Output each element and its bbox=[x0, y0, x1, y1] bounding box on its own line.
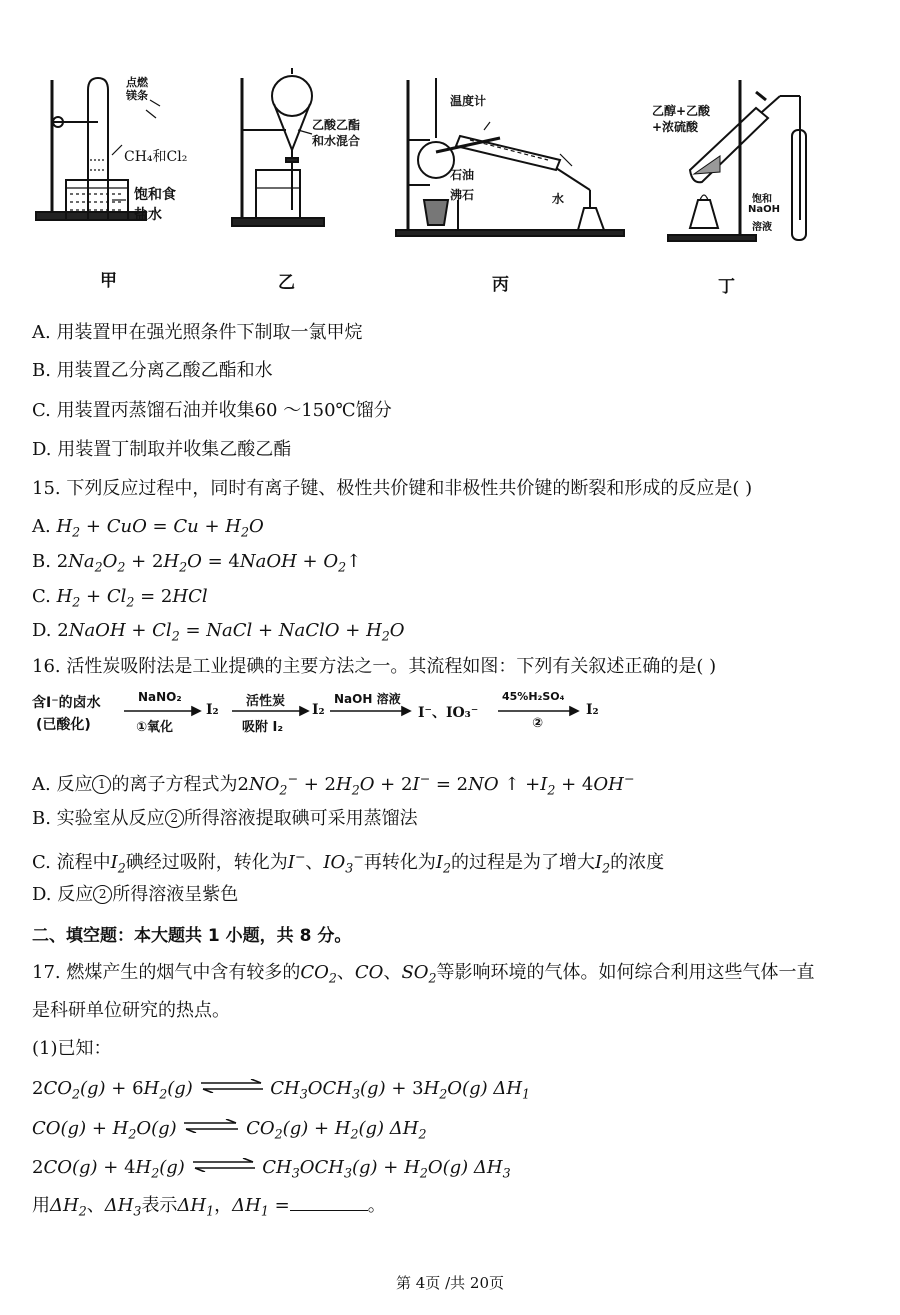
bing-label-thermometer: 温度计 bbox=[450, 94, 487, 108]
bing-label-oil: 石油 bbox=[450, 168, 475, 182]
q17-dh1: $\Delta H_1$ bbox=[177, 1195, 215, 1219]
q17-dh3: $\Delta H_3$ bbox=[104, 1195, 142, 1219]
q17-ask-e: = bbox=[274, 1195, 290, 1216]
q16-option-c-f: 的浓度 bbox=[610, 852, 665, 873]
q15-option-b-equation: $2Na_2O_2 + 2H_2O$ = 4NaOH + $O_2↑$ bbox=[56, 551, 362, 575]
ding-label-2: +浓硫酸 bbox=[652, 120, 699, 134]
q16-option-c-e: 的过程是为了增大 bbox=[451, 852, 595, 873]
q17-part1: (1)已知： bbox=[32, 1038, 112, 1059]
q16-option-c-b: 碘经过吸附，转化为 bbox=[125, 852, 288, 873]
q15-option-d bbox=[32, 620, 405, 648]
flow-step2-top: 活性炭 bbox=[246, 694, 286, 709]
flow-start-line2: (已酸化) bbox=[36, 717, 91, 733]
q16-option-a-prefix: A. 反应 bbox=[32, 774, 93, 795]
flow-step4-bottom: ② bbox=[532, 716, 544, 731]
q15-option-c-label: C. bbox=[32, 586, 51, 607]
q16-option-c-iminus: I− bbox=[287, 849, 306, 873]
q16-option-a-equation: $2NO_2^- + 2H_2O + 2I^- = 2NO$ ↑ $+I_2 + 4OH^-$ bbox=[237, 771, 635, 798]
answer-blank[interactable] bbox=[290, 1194, 368, 1211]
q17-ask-c: 表示 bbox=[141, 1195, 178, 1216]
jia-label-gas: CH₄和Cl₂ bbox=[124, 149, 188, 165]
ding-label-5: 溶液 bbox=[752, 222, 772, 233]
q16-option-d-suffix: 所得溶液呈紫色 bbox=[112, 884, 239, 905]
q15-option-a bbox=[32, 516, 264, 544]
q15-option-c bbox=[32, 586, 208, 614]
q17-ask-b: 、 bbox=[86, 1195, 105, 1216]
jia-label-water1: 饱和食 bbox=[134, 187, 176, 203]
q17-co: CO bbox=[354, 962, 384, 983]
q15-option-b-label: B. bbox=[32, 551, 51, 572]
caption-bing: 丙 bbox=[492, 275, 509, 295]
q17-ask-d: ， bbox=[214, 1195, 233, 1216]
q15-option-d-equation: 2NaOH + $Cl_2$ = NaCl + NaClO + $H_2O$ bbox=[57, 620, 405, 644]
circle-2-icon: 2 bbox=[93, 885, 112, 904]
q17-line1 bbox=[32, 962, 815, 990]
bing-label-water: 水 bbox=[552, 192, 565, 206]
flow-step2-bottom: 吸附 I₂ bbox=[242, 720, 284, 735]
q15-option-b bbox=[32, 551, 361, 579]
q14-option-b: B. 用装置乙分离乙酸乙酯和水 bbox=[32, 360, 273, 381]
q17-co2: $CO_2$ bbox=[300, 962, 337, 986]
flow-product4: I₂ bbox=[586, 702, 599, 718]
page-footer: 第 4页 /共 20页 bbox=[396, 1274, 504, 1292]
apparatus-yi bbox=[232, 68, 324, 226]
q15-option-d-label: D. bbox=[32, 620, 52, 641]
q17-line1-d: 等影响环境的气体。如何综合利用这些气体一直 bbox=[436, 962, 815, 983]
ding-label-1: 乙醇+乙酸 bbox=[652, 104, 711, 118]
q15-stem: 15. 下列反应过程中，同时有离子键、极性共价键和非极性共价键的断裂和形成的反应是( ) bbox=[32, 478, 753, 499]
flow-step1-top: NaNO₂ bbox=[138, 690, 182, 704]
q17-question bbox=[32, 1194, 386, 1223]
q17-line1-a: 17. 燃煤产生的烟气中含有较多的 bbox=[32, 962, 301, 983]
equilibrium-arrow-icon bbox=[182, 1119, 240, 1133]
q17-line1-b: 、 bbox=[336, 962, 355, 983]
q16-option-a bbox=[32, 768, 634, 802]
q17-eq2: $CO(g) + H_2O(g) CO_2(g) + H_2(g)$ $\Delta H_2$ bbox=[32, 1118, 427, 1142]
q14-option-c: C. 用装置丙蒸馏石油并收集60 ～150℃馏分 bbox=[32, 400, 392, 421]
flow-step1-bottom: ①氧化 bbox=[136, 720, 174, 735]
caption-jia: 甲 bbox=[100, 271, 117, 291]
q16-option-b-prefix: B. 实验室从反应 bbox=[32, 808, 165, 829]
q15-option-c-equation: $H_2 + Cl_2 = 2HCl$ bbox=[56, 586, 208, 610]
flow-start-line1: 含I⁻的卤水 bbox=[32, 695, 101, 711]
circle-1-icon: 1 bbox=[92, 775, 111, 794]
q16-option-c-i2b: $I_2$ bbox=[435, 852, 451, 876]
q17-eq3: $2CO(g) + 4H_2(g) CH_3OCH_3(g) + H_2O(g)$ $\Delta H_3$ bbox=[32, 1157, 511, 1181]
caption-yi: 乙 bbox=[278, 273, 295, 293]
equilibrium-arrow-icon bbox=[199, 1079, 265, 1093]
q14-option-d: D. 用装置丁制取并收集乙酸乙酯 bbox=[32, 439, 292, 460]
q16-option-c-i2c: $I_2$ bbox=[595, 852, 611, 876]
jia-label-ignite: 点燃镁条 bbox=[126, 76, 148, 102]
q17-ask-end: 。 bbox=[367, 1195, 386, 1216]
q16-option-c-i2: $I_2$ bbox=[110, 852, 126, 876]
caption-ding: 丁 bbox=[718, 277, 735, 297]
q17-line2: 是科研单位研究的热点。 bbox=[32, 1000, 230, 1021]
q16-option-a-mid: 的离子方程式为 bbox=[111, 774, 238, 795]
q17-ask-a: 用 bbox=[32, 1195, 50, 1216]
q15-option-a-equation: $H_2$ + CuO = $Cu + H_2O$ bbox=[56, 516, 264, 540]
q16-option-c-c: 、 bbox=[305, 852, 324, 873]
equilibrium-arrow-icon bbox=[191, 1158, 257, 1172]
q17-line1-c: 、 bbox=[383, 962, 402, 983]
q14-option-a: A. 用装置甲在强光照条件下制取一氯甲烷 bbox=[32, 322, 363, 343]
q16-option-c bbox=[32, 846, 664, 880]
q17-eq1: $2CO_2(g) + 6H_2(g) CH_3OCH_3(g) + 3H_2O(g)$ $\Delta H_1$ bbox=[32, 1078, 531, 1102]
q16-option-b-suffix: 所得溶液提取碘可采用蒸馏法 bbox=[183, 808, 418, 829]
q16-flowchart bbox=[32, 692, 652, 742]
q16-option-d-prefix: D. 反应 bbox=[32, 884, 94, 905]
q15-option-a-label: A. bbox=[32, 516, 51, 537]
q16-stem: 16. 活性炭吸附法是工业提碘的主要方法之一。其流程如图：下列有关叙述正确的是( ) bbox=[32, 656, 717, 677]
q16-option-c-io3: $IO_3^-$ bbox=[323, 849, 364, 876]
bing-label-stone: 沸石 bbox=[450, 188, 475, 202]
q17-dh1b: $\Delta H_1$ bbox=[232, 1195, 269, 1219]
q16-option-c-a: C. 流程中 bbox=[32, 852, 111, 873]
section-2-heading: 二、填空题：本大题共 1 小题，共 8 分。 bbox=[32, 926, 352, 946]
yi-label-2: 和水混合 bbox=[312, 134, 361, 148]
flow-step4-top: 45%H₂SO₄ bbox=[502, 690, 565, 703]
ding-label-3: 饱和 bbox=[752, 194, 772, 205]
q17-dh2: $\Delta H_2$ bbox=[50, 1195, 87, 1219]
circle-2-icon: 2 bbox=[165, 809, 184, 828]
q16-option-d bbox=[32, 884, 238, 906]
q17-so2: $SO_2$ bbox=[401, 962, 437, 986]
flow-product3: I⁻、IO₃⁻ bbox=[418, 705, 479, 721]
flow-product2: I₂ bbox=[312, 702, 325, 718]
apparatus-bing bbox=[396, 78, 624, 236]
ding-label-4: NaOH bbox=[748, 204, 780, 215]
flow-step3-top: NaOH 溶液 bbox=[334, 692, 401, 706]
jia-label-water2: 盐水 bbox=[134, 207, 162, 223]
yi-label-1: 乙酸乙酯 bbox=[312, 118, 361, 132]
q16-option-c-d: 再转化为 bbox=[363, 852, 436, 873]
q16-option-b bbox=[32, 808, 418, 830]
flow-product1: I₂ bbox=[206, 702, 219, 718]
